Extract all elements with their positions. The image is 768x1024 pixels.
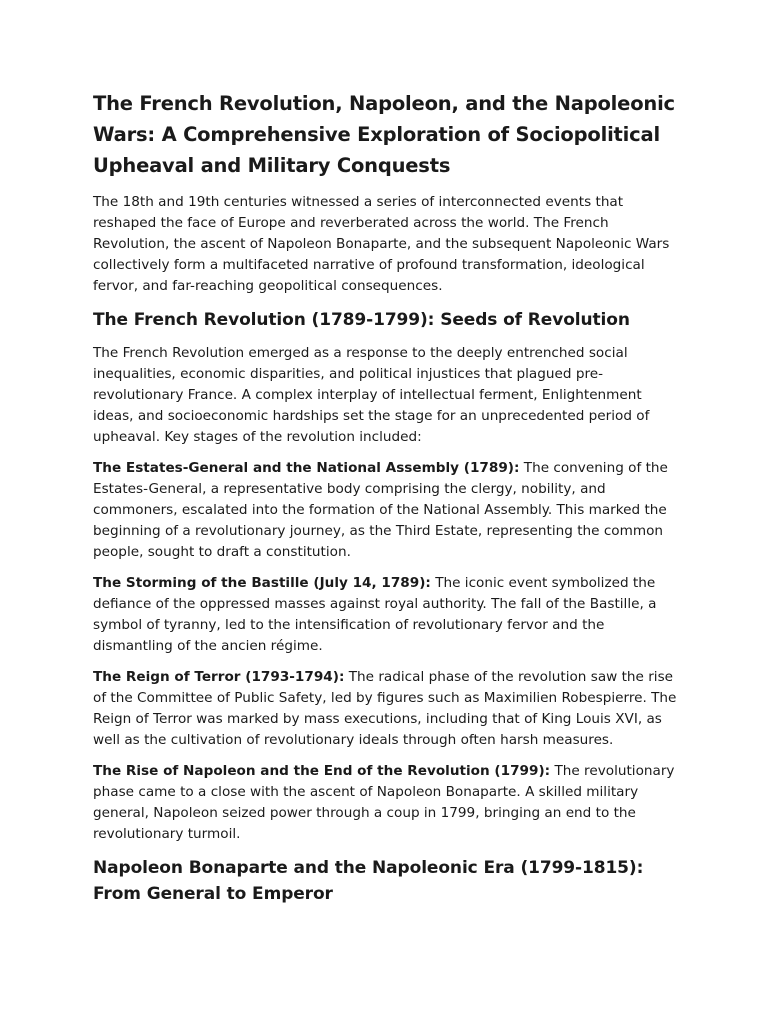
list-item xyxy=(93,573,683,657)
list-item xyxy=(93,458,683,563)
item-lead: The Estates-General and the National Assembly (1789): xyxy=(93,460,520,476)
section-heading-french-revolution: The French Revolution (1789-1799): Seeds of Revolution xyxy=(93,310,630,330)
list-item xyxy=(93,761,683,845)
item-text: The revolutionary phase came to a close with the ascent of Napoleon Bonaparte. A skilled military general, Napoleon seized power through a coup in 1799, bringing an end to the revolutionary turmoil. xyxy=(93,763,675,842)
document-page xyxy=(93,88,683,917)
item-text: The radical phase of the revolution saw the rise of the Committee of Public Safety, led by figures such as Maximilien Robespierre. The Reign of Terror was marked by mass executions, including that of King Louis XVI, as well as the cultivation of revolutionary ideals through often harsh measures. xyxy=(93,669,677,748)
intro-paragraph: The 18th and 19th centuries witnessed a series of interconnected events that reshaped the face of Europe and reverberated across the world. The French Revolution, the ascent of Napoleon Bonaparte, and the subsequent Napoleonic Wars collectively form a multifaceted narrative of profound transformation, ideological fervor, and far-reaching geopolitical consequences. xyxy=(93,194,670,294)
item-lead: The Storming of the Bastille (July 14, 1789): xyxy=(93,575,431,591)
section-heading-napoleonic-era: Napoleon Bonaparte and the Napoleonic Era (1799-1815): From General to Emperor xyxy=(93,858,644,904)
document-title: The French Revolution, Napoleon, and the Napoleonic Wars: A Comprehensive Exploration of Sociopolitical Upheaval and Military Conquests xyxy=(93,92,675,177)
item-text: The iconic event symbolized the defiance of the oppressed masses against royal authority. The fall of the Bastille, a symbol of tyranny, led to the intensification of revolutionary fervor and the dismantling of the ancien régime. xyxy=(93,575,657,654)
item-text: The convening of the Estates-General, a representative body comprising the clergy, nobility, and commoners, escalated into the formation of the National Assembly. This marked the beginning of a revolutionary journey, as the Third Estate, representing the common people, sought to draft a constitution. xyxy=(93,460,668,560)
section-intro-paragraph: The French Revolution emerged as a response to the deeply entrenched social inequalities, economic disparities, and political injustices that plagued pre-revolutionary France. A complex interplay of intellectual ferment, Enlightenment ideas, and socioeconomic hardships set the stage for an unprecedented period of upheaval. Key stages of the revolution included: xyxy=(93,345,650,445)
item-lead: The Reign of Terror (1793-1794): xyxy=(93,669,345,685)
item-lead: The Rise of Napoleon and the End of the Revolution (1799): xyxy=(93,763,551,779)
list-item xyxy=(93,667,683,751)
